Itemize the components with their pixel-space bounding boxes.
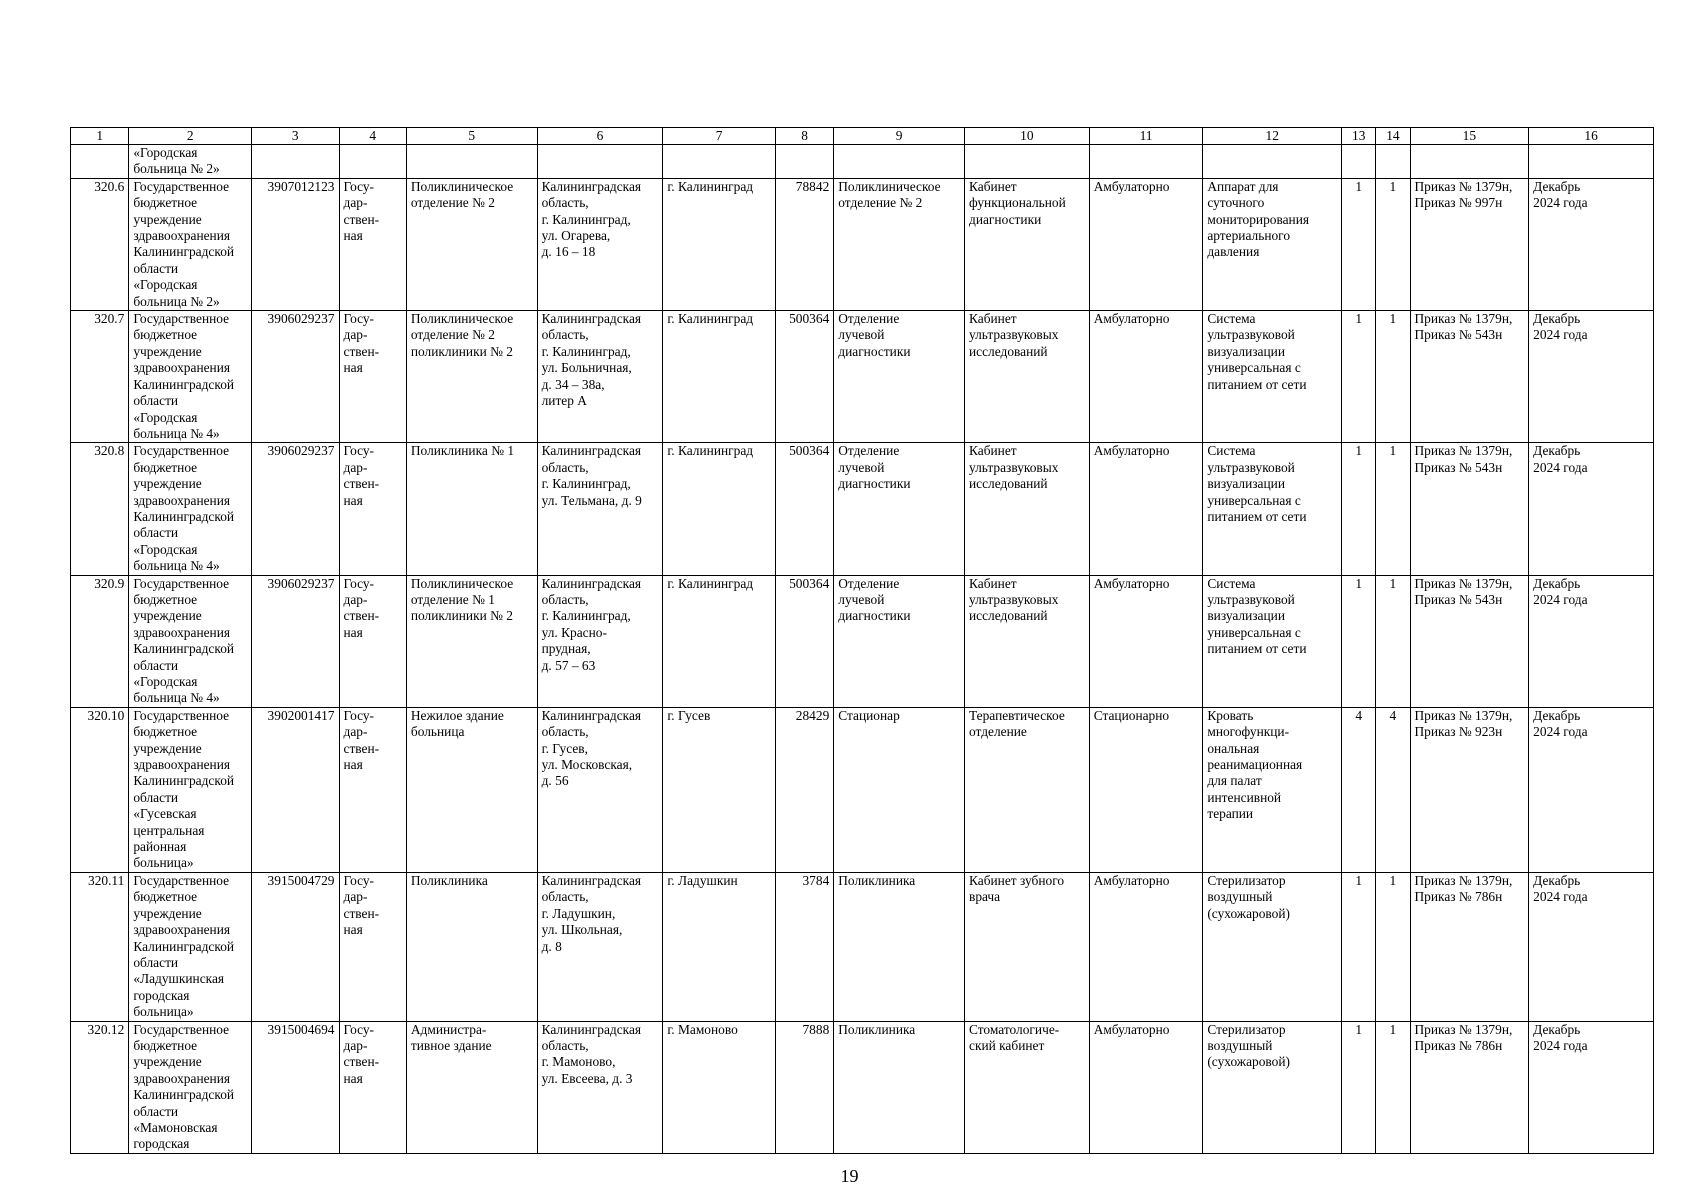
table-cell: [537, 575, 663, 707]
table-cell: [1203, 178, 1342, 310]
cell-text: Приказ № 1379н, Приказ № 786н: [1414, 872, 1513, 905]
page-number: 19: [840, 1166, 859, 1186]
table-cell: [1410, 872, 1529, 1021]
table-cell: [129, 1021, 252, 1153]
cell-text: Поликлиника: [838, 1021, 916, 1037]
table-cell: [71, 443, 129, 575]
cell-text: 28429: [795, 707, 830, 723]
cell-text: 500364: [789, 311, 830, 327]
cell-text: 1: [1389, 872, 1397, 888]
table-cell: [1089, 178, 1203, 310]
cell-text: 3906029237: [267, 311, 335, 327]
table-cell: [71, 178, 129, 310]
cell-text: Государственное бюджетное учреждение здравоохранения Калининградской области «Гусевская центральная районная больница»: [133, 707, 235, 871]
cell-text: 3907012123: [267, 178, 335, 194]
cell-text: г. Калининград: [667, 311, 754, 327]
table-cell: [537, 872, 663, 1021]
table-cell: [1376, 707, 1410, 872]
table-cell: [252, 872, 339, 1021]
table-cell: [339, 178, 406, 310]
table-cell: [1410, 1021, 1529, 1153]
table-cell: [1376, 1021, 1410, 1153]
cell-text: 500364: [789, 443, 830, 459]
column-header: 14: [1376, 128, 1410, 145]
cell-text: 78842: [795, 178, 830, 194]
cell-text: г. Калининград: [667, 178, 754, 194]
table-cell: [537, 145, 663, 179]
table-row: [71, 145, 1654, 179]
table-cell: [1376, 872, 1410, 1021]
cell-text: Кабинет ультразвуковых исследований: [969, 311, 1059, 359]
cell-text: Кровать многофункци- ональная реанимационная для палат интенсивной терапии: [1207, 707, 1303, 822]
cell-text: Отделение лучевой диагностики: [838, 311, 911, 359]
column-header: 11: [1089, 128, 1203, 145]
cell-text: Приказ № 1379н, Приказ № 543н: [1414, 443, 1513, 475]
cell-text: 3906029237: [267, 443, 335, 459]
table-cell: [1203, 443, 1342, 575]
cell-text: Государственное бюджетное учреждение здравоохранения Калининградской области «Ладушкинская городская больница»: [133, 872, 235, 1020]
cell-text: Поликлиническое отделение № 1 поликлиники № 2: [410, 575, 514, 624]
cell-text: 4: [1355, 707, 1363, 723]
cell-text: г. Ладушкин: [667, 872, 738, 888]
table-cell: [775, 443, 833, 575]
table-cell: [252, 1021, 339, 1153]
table-cell: [1342, 872, 1376, 1021]
column-header: 15: [1410, 128, 1529, 145]
column-header: 10: [965, 128, 1090, 145]
cell-text: Система ультразвуковой визуализации универсальная с питанием от сети: [1207, 443, 1307, 524]
cell-text: Система ультразвуковой визуализации универсальная с питанием от сети: [1207, 575, 1307, 657]
column-header: 16: [1529, 128, 1654, 145]
table-cell: [1089, 872, 1203, 1021]
table-cell: [1410, 443, 1529, 575]
cell-text: 320.6: [94, 178, 125, 194]
table-cell: [71, 872, 129, 1021]
cell-text: Стерилизатор воздушный (сухожаровой): [1207, 872, 1290, 921]
cell-text: Амбулаторно: [1093, 178, 1170, 194]
table-cell: [1089, 575, 1203, 707]
cell-text: Кабинет зубного врача: [969, 872, 1065, 905]
cell-text: 3915004694: [267, 1021, 335, 1037]
cell-text: Государственное бюджетное учреждение здравоохранения Калининградской области «Мамоновская городская: [133, 1021, 235, 1152]
table-cell: [834, 443, 965, 575]
table-cell: [1376, 145, 1410, 179]
cell-text: Администра- тивное здание: [410, 1021, 492, 1053]
table-cell: [406, 872, 537, 1021]
cell-text: 3784: [802, 872, 830, 888]
cell-text: 320.10: [87, 707, 125, 723]
table-cell: [252, 575, 339, 707]
cell-text: Декабрь 2024 года: [1533, 707, 1588, 740]
table-cell: [339, 311, 406, 443]
cell-text: Калининградская область, г. Ладушкин, ул. Школьная, д. 8: [541, 872, 642, 954]
cell-text: Стоматологиче- ский кабинет: [969, 1021, 1060, 1053]
table-cell: [1342, 178, 1376, 310]
cell-text: Поликлиническое отделение № 2: [410, 178, 514, 211]
table-cell: [1089, 145, 1203, 179]
table-cell: [1342, 575, 1376, 707]
table-cell: [1203, 145, 1342, 179]
table-cell: [775, 1021, 833, 1153]
table-cell: [129, 872, 252, 1021]
table-cell: [252, 145, 339, 179]
cell-text: 1: [1389, 178, 1397, 194]
table-cell: [1203, 872, 1342, 1021]
table-cell: [775, 707, 833, 872]
cell-text: Декабрь 2024 года: [1533, 1021, 1588, 1053]
table-cell: [537, 311, 663, 443]
column-header: 5: [406, 128, 537, 145]
cell-text: Терапевтическое отделение: [969, 707, 1065, 740]
cell-text: Отделение лучевой диагностики: [838, 443, 911, 492]
table-cell: [1410, 707, 1529, 872]
cell-text: 1: [1355, 311, 1363, 327]
cell-text: Поликлиническое отделение № 2 поликлиники № 2: [410, 311, 514, 359]
table-cell: [775, 145, 833, 179]
cell-text: Отделение лучевой диагностики: [838, 575, 911, 624]
table-cell: [339, 707, 406, 872]
cell-text: Декабрь 2024 года: [1533, 178, 1588, 211]
cell-text: 1: [1355, 1021, 1363, 1037]
table-cell: [1089, 1021, 1203, 1153]
cell-text: Поликлиника: [410, 872, 488, 888]
table-cell: [1529, 575, 1654, 707]
table-cell: [775, 575, 833, 707]
table-cell: [1410, 178, 1529, 310]
cell-text: Амбулаторно: [1093, 575, 1170, 591]
table-cell: [965, 1021, 1090, 1153]
table-cell: [406, 575, 537, 707]
column-header: 8: [775, 128, 833, 145]
table-cell: [663, 178, 776, 310]
cell-text: Приказ № 1379н, Приказ № 786н: [1414, 1021, 1513, 1053]
cell-text: 320.8: [94, 443, 125, 459]
cell-text: Госу- дар- ствен- ная: [343, 575, 380, 640]
cell-text: 320.11: [88, 872, 125, 888]
table-cell: [1376, 575, 1410, 707]
table-cell: [71, 1021, 129, 1153]
table-cell: [129, 145, 252, 179]
cell-text: 3902001417: [267, 707, 335, 723]
cell-text: Госу- дар- ствен- ная: [343, 443, 380, 508]
table-cell: [663, 575, 776, 707]
cell-text: Стационарно: [1093, 707, 1170, 723]
cell-text: 1: [1355, 178, 1363, 194]
cell-text: Поликлиника: [838, 872, 916, 888]
cell-text: Калининградская область, г. Мамоново, ул. Евсеева, д. 3: [541, 1021, 642, 1086]
table-cell: [1410, 575, 1529, 707]
table-row: [71, 1021, 1654, 1153]
table-cell: [965, 311, 1090, 443]
cell-text: Калининградская область, г. Гусев, ул. Московская, д. 56: [541, 707, 642, 789]
table-cell: [71, 311, 129, 443]
table-cell: [965, 707, 1090, 872]
header-row: [71, 128, 1654, 145]
table-cell: [339, 575, 406, 707]
table-cell: [129, 707, 252, 872]
table-cell: [537, 707, 663, 872]
cell-text: 1: [1389, 575, 1397, 591]
table-cell: [71, 707, 129, 872]
table-cell: [1529, 443, 1654, 575]
table-cell: [129, 443, 252, 575]
column-header: 3: [252, 128, 339, 145]
cell-text: Декабрь 2024 года: [1533, 443, 1588, 475]
cell-text: Госу- дар- ствен- ная: [343, 311, 380, 376]
column-header: 6: [537, 128, 663, 145]
table-cell: [834, 872, 965, 1021]
table-cell: [71, 145, 129, 179]
cell-text: Амбулаторно: [1093, 872, 1170, 888]
table-cell: [339, 872, 406, 1021]
table-cell: [775, 178, 833, 310]
column-header: 13: [1342, 128, 1376, 145]
table-cell: [834, 311, 965, 443]
cell-text: 1: [1355, 575, 1363, 591]
table-cell: [1203, 1021, 1342, 1153]
table-cell: [1089, 707, 1203, 872]
cell-text: 3915004729: [267, 872, 335, 888]
cell-text: Калининградская область, г. Калининград, ул. Огарева, д. 16 – 18: [541, 178, 642, 260]
table-cell: [1529, 311, 1654, 443]
table-cell: [1376, 178, 1410, 310]
cell-text: Кабинет ультразвуковых исследований: [969, 575, 1059, 624]
cell-text: г. Калининград: [667, 575, 754, 591]
cell-text: 1: [1355, 443, 1363, 459]
table-cell: [406, 443, 537, 575]
table-cell: [1342, 443, 1376, 575]
table-cell: [1410, 145, 1529, 179]
table-cell: [1529, 707, 1654, 872]
table-cell: [129, 311, 252, 443]
table-cell: [1203, 707, 1342, 872]
table-cell: [1203, 311, 1342, 443]
cell-text: 500364: [789, 575, 830, 591]
table-cell: [663, 311, 776, 443]
cell-text: 1: [1389, 443, 1397, 459]
table-cell: [406, 311, 537, 443]
table-cell: [252, 178, 339, 310]
cell-text: Стационар: [838, 707, 900, 723]
cell-text: Стерилизатор воздушный (сухожаровой): [1207, 1021, 1290, 1070]
column-header: 12: [1203, 128, 1342, 145]
table-cell: [1342, 707, 1376, 872]
table-cell: [1342, 145, 1376, 179]
table-cell: [834, 178, 965, 310]
table-cell: [1529, 178, 1654, 310]
table-row: [71, 311, 1654, 443]
table-cell: [1342, 311, 1376, 443]
table-cell: [1376, 443, 1410, 575]
cell-text: Амбулаторно: [1093, 311, 1170, 327]
table-cell: [1529, 1021, 1654, 1153]
table-cell: [339, 443, 406, 575]
cell-text: Амбулаторно: [1093, 443, 1170, 459]
cell-text: Калининградская область, г. Калининград, ул. Тельмана, д. 9: [541, 443, 642, 508]
cell-text: Государственное бюджетное учреждение здравоохранения Калининградской области «Городская больница № 4»: [133, 443, 235, 574]
cell-text: 1: [1355, 872, 1363, 888]
cell-text: 1: [1389, 1021, 1397, 1037]
cell-text: Приказ № 1379н, Приказ № 997н: [1414, 178, 1513, 211]
cell-text: 3906029237: [267, 575, 335, 591]
table-cell: [1410, 311, 1529, 443]
table-cell: [663, 1021, 776, 1153]
cell-text: Госу- дар- ствен- ная: [343, 1021, 380, 1086]
table-cell: [834, 145, 965, 179]
table-cell: [129, 575, 252, 707]
column-header: 4: [339, 128, 406, 145]
cell-text: Кабинет функциональной диагностики: [969, 178, 1066, 227]
table-cell: [775, 872, 833, 1021]
table-cell: [406, 145, 537, 179]
cell-text: Калининградская область, г. Калининград, ул. Красно- прудная, д. 57 – 63: [541, 575, 642, 673]
cell-text: г. Гусев: [667, 707, 711, 723]
cell-text: Государственное бюджетное учреждение здравоохранения Калининградской области «Городская больница № 2»: [133, 178, 235, 309]
table-cell: [537, 443, 663, 575]
table-cell: [339, 1021, 406, 1153]
cell-text: Кабинет ультразвуковых исследований: [969, 443, 1059, 492]
table-cell: [663, 443, 776, 575]
column-header: 1: [71, 128, 129, 145]
cell-text: Поликлиническое отделение № 2: [838, 178, 941, 211]
cell-text: Госу- дар- ствен- ная: [343, 872, 380, 938]
cell-text: Поликлиника № 1: [410, 443, 515, 459]
table-cell: [252, 443, 339, 575]
table-cell: [406, 1021, 537, 1153]
table-cell: [537, 1021, 663, 1153]
table-row: [71, 872, 1654, 1021]
cell-text: 1: [1389, 311, 1397, 327]
table-cell: [1089, 311, 1203, 443]
table-cell: [406, 178, 537, 310]
table-cell: [129, 178, 252, 310]
table-cell: [406, 707, 537, 872]
table-cell: [663, 872, 776, 1021]
table-cell: [252, 707, 339, 872]
cell-text: 320.12: [87, 1021, 125, 1037]
cell-text: 4: [1389, 707, 1397, 723]
cell-text: Калининградская область, г. Калининград, ул. Больничная, д. 34 – 38а, литер А: [541, 311, 642, 409]
cell-text: Приказ № 1379н, Приказ № 923н: [1414, 707, 1513, 740]
cell-text: Приказ № 1379н, Приказ № 543н: [1414, 311, 1513, 343]
table-cell: [252, 311, 339, 443]
cell-text: 7888: [802, 1021, 830, 1037]
table-cell: [965, 145, 1090, 179]
table-cell: [1376, 311, 1410, 443]
table-cell: [1342, 1021, 1376, 1153]
table-cell: [339, 145, 406, 179]
table-cell: [71, 575, 129, 707]
cell-text: г. Мамоново: [667, 1021, 738, 1037]
cell-text: 320.9: [94, 575, 125, 591]
table-cell: [775, 311, 833, 443]
column-header: 7: [663, 128, 776, 145]
table-cell: [663, 707, 776, 872]
cell-text: Амбулаторно: [1093, 1021, 1170, 1037]
table-cell: [1529, 145, 1654, 179]
table-cell: [1203, 575, 1342, 707]
table-row: [71, 707, 1654, 872]
table-cell: [663, 145, 776, 179]
cell-text: Система ультразвуковой визуализации универсальная с питанием от сети: [1207, 311, 1307, 392]
table-cell: [965, 178, 1090, 310]
table-cell: [537, 178, 663, 310]
table-cell: [1529, 872, 1654, 1021]
cell-text: Декабрь 2024 года: [1533, 311, 1588, 343]
cell-text: Декабрь 2024 года: [1533, 872, 1588, 905]
cell-text: 320.7: [94, 311, 125, 327]
cell-text: Аппарат для суточного мониторирования артериального давления: [1207, 178, 1310, 260]
cell-text: «Городская больница № 2»: [133, 145, 220, 177]
table-row: [71, 178, 1654, 310]
cell-text: Государственное бюджетное учреждение здравоохранения Калининградской области «Городская больница № 4»: [133, 575, 235, 706]
table-row: [71, 443, 1654, 575]
table-cell: [834, 707, 965, 872]
column-header: 9: [834, 128, 965, 145]
cell-text: Декабрь 2024 года: [1533, 575, 1588, 607]
table-cell: [965, 575, 1090, 707]
table-cell: [834, 1021, 965, 1153]
table-cell: [965, 443, 1090, 575]
cell-text: г. Калининград: [667, 443, 754, 459]
cell-text: Госу- дар- ствен- ная: [343, 707, 380, 773]
cell-text: Приказ № 1379н, Приказ № 543н: [1414, 575, 1513, 607]
cell-text: Государственное бюджетное учреждение здравоохранения Калининградской области «Городская больница № 4»: [133, 311, 235, 441]
table-row: [71, 575, 1654, 707]
table-cell: [1089, 443, 1203, 575]
cell-text: Нежилое здание больница: [410, 707, 504, 740]
cell-text: Госу- дар- ствен- ная: [343, 178, 380, 244]
table-cell: [834, 575, 965, 707]
table-cell: [965, 872, 1090, 1021]
column-header: 2: [129, 128, 252, 145]
registry-table: [70, 127, 1654, 1154]
